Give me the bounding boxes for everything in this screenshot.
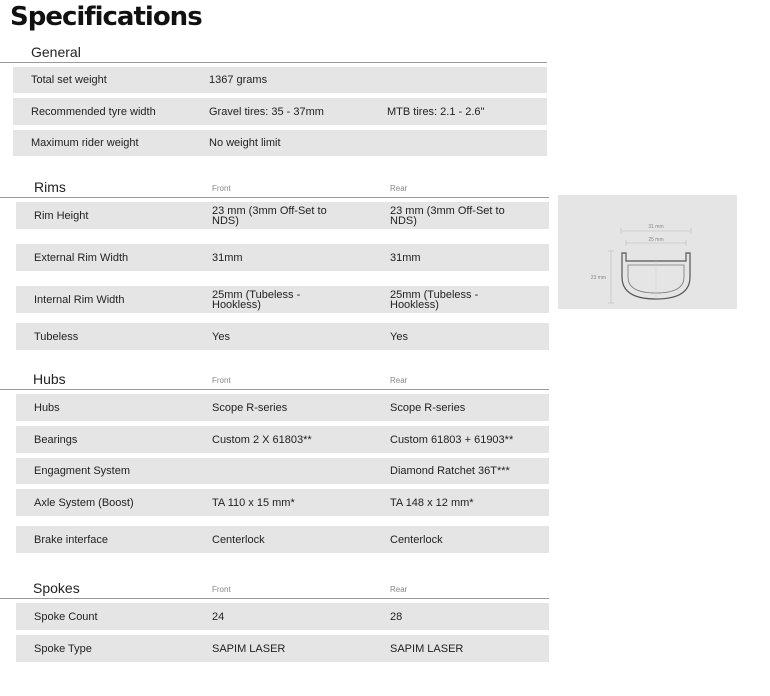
front-column-header: Front [212,184,231,193]
spec-label: Axle System (Boost) [34,496,134,509]
rear-value: Scope R-series [390,401,466,414]
spec-label: Bearings [34,433,78,446]
spec-label: Internal Rim Width [34,293,125,306]
section-title: Spokes [33,580,80,596]
front-value: SAPIM LASER [212,642,286,655]
internal-width-label: 25 mm [648,237,664,243]
front-value: Custom 2 X 61803** [212,433,312,446]
spec-row [16,323,549,350]
section-header [0,578,549,599]
spec-row [16,244,549,271]
rear-value: Diamond Ratchet 36T*** [390,465,510,477]
spec-label: Tubeless [34,330,79,343]
spec-row [16,458,549,484]
rear-column-header: Rear [390,376,408,385]
spec-label: Hubs [34,401,60,414]
spec-row [16,426,549,453]
section-title: General [31,44,81,60]
spec-row [16,526,549,553]
spec-label: Spoke Type [34,642,92,655]
front-value: Centerlock [212,533,265,546]
section-title: Rims [34,179,66,195]
section-header [0,42,547,63]
section-header [0,177,549,198]
spec-row [13,98,547,125]
spec-label: Brake interface [34,533,108,546]
front-value: Scope R-series [212,401,288,414]
spec-row [16,394,549,421]
rear-value: 25mm (Tubeless - Hookless) [390,288,479,311]
rear-value: 31mm [390,251,421,264]
spec-value: No weight limit [209,137,281,149]
rear-column-header: Rear [390,184,408,193]
spec-row [16,635,549,662]
page-title: Specifications [10,2,202,32]
spec-value: Gravel tires: 35 - 37mm [209,105,324,118]
front-value: 31mm [212,251,243,264]
spec-label: Spoke Count [34,610,98,623]
spec-row [13,130,547,156]
height-label: 23 mm [590,275,606,281]
front-value: TA 110 x 15 mm* [212,496,295,509]
spec-value: 1367 grams [209,74,268,86]
front-value: 23 mm (3mm Off-Set to NDS) [212,204,327,227]
front-value: Yes [212,330,230,343]
spec-label: Rim Height [34,209,89,222]
rear-column-header: Rear [390,585,408,594]
front-value: 24 [212,610,225,623]
rear-value: SAPIM LASER [390,642,464,655]
rear-value: Custom 61803 + 61903** [390,433,514,446]
spec-row [13,67,547,93]
rear-value: 28 [390,610,403,623]
rim-profile-diagram [558,195,737,309]
rim-profile-icon [558,195,737,309]
rear-value: TA 148 x 12 mm* [390,496,474,509]
front-column-header: Front [212,585,231,594]
spec-row [16,202,549,229]
spec-row [16,286,549,313]
spec-value-secondary: MTB tires: 2.1 - 2.6" [387,105,485,118]
front-column-header: Front [212,376,231,385]
spec-label: Maximum rider weight [31,137,139,149]
external-width-label: 31 mm [648,224,664,230]
spec-row [16,489,549,516]
rear-value: 23 mm (3mm Off-Set to NDS) [390,204,505,227]
rear-value: Centerlock [390,533,443,546]
front-value: 25mm (Tubeless - Hookless) [212,288,301,311]
spec-row [16,603,549,630]
spec-label: Engagment System [34,465,130,477]
section-header [0,369,549,390]
rear-value: Yes [390,330,408,343]
spec-label: Total set weight [31,74,107,86]
spec-label: Recommended tyre width [31,105,156,118]
section-title: Hubs [33,371,66,387]
spec-label: External Rim Width [34,251,129,264]
